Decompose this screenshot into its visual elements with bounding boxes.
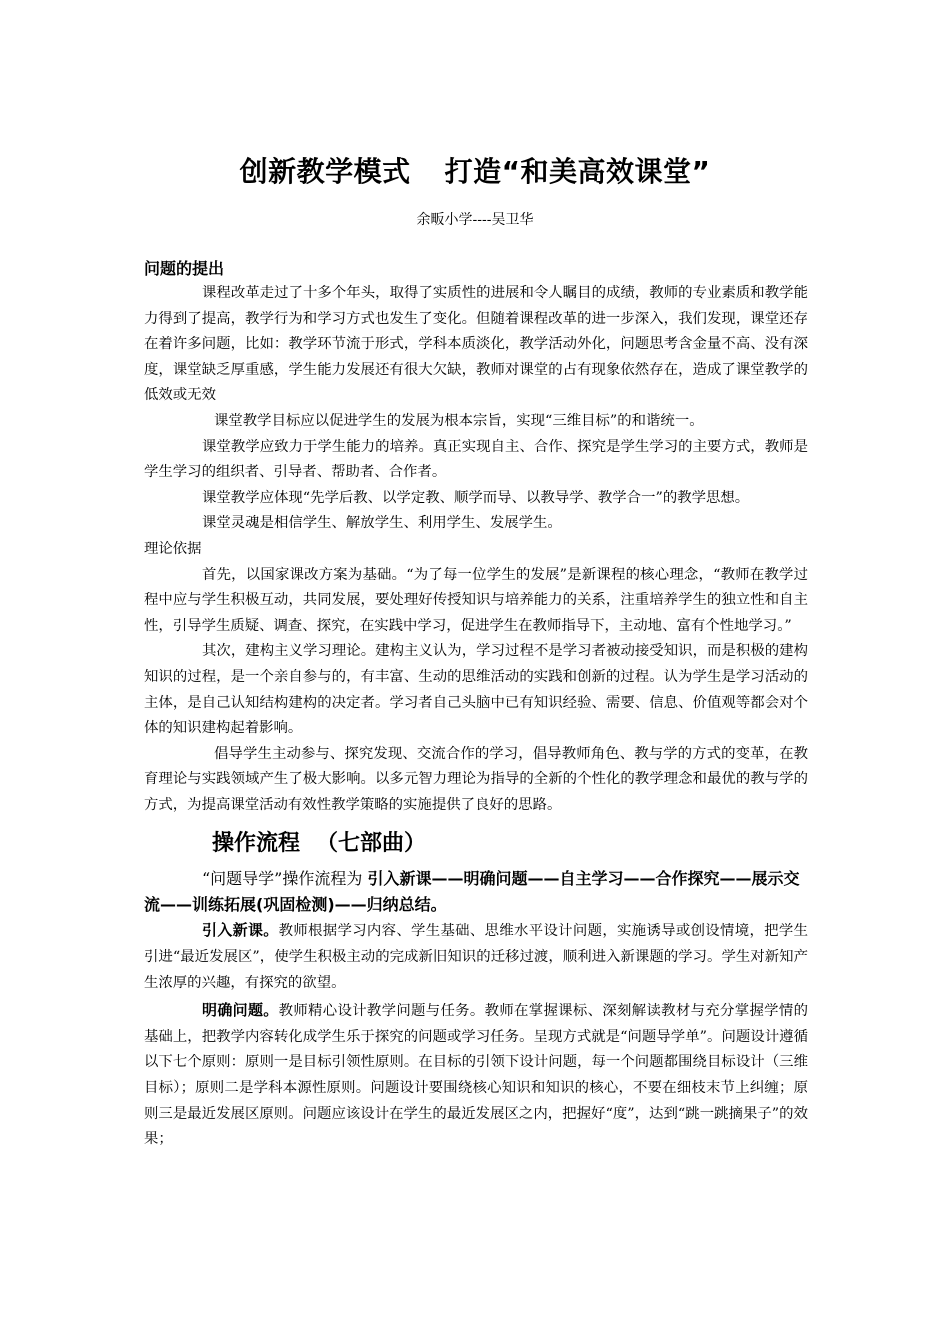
paragraph: 课堂教学应致力于学生能力的培养。真正实现自主、合作、探究是学生学习的主要方式，教师是学生学习的组织者、引导者、帮助者、合作者。: [144, 438, 808, 481]
title-part-2: 打造“和美高效课堂”: [444, 155, 711, 188]
step-paragraph: [144, 918, 808, 996]
paragraph: 课堂灵魂是相信学生、解放学生、利用学生、发展学生。: [202, 515, 562, 532]
flow-steps: 引入新课——明确问题——自主学习——合作探究——展示交流——训练拓展(巩固检测)——归纳总结。: [144, 869, 800, 915]
step-text: 教师根据学习内容、学生基础、思维水平设计问题，实施诱导或创设情境，把学生引进“最近发展区”，使学生积极主动的完成新旧知识的迁移过渡，顺利进入新课题的学习。学生对新知产生浓厚的兴趣，有探究的欲望。: [144, 923, 808, 991]
process-heading-paren: （七部曲）: [316, 831, 427, 857]
section-heading-process: [144, 822, 808, 866]
document-body: [144, 256, 808, 1153]
paragraph: 其次，建构主义学习理论。建构主义认为，学习过程不是学习者被动接受知识，而是积极的建构知识的过程，是一个亲自参与的，有丰富、生动的思维活动的实践和创新的过程。认为学生是学习活动的主体，是自己认知结构建构的决定者。学习者自己头脑中已有知识经验、需要、信息、价值观等都会对个体的知识建构起着影响。: [144, 643, 808, 737]
process-flow: [144, 866, 808, 918]
process-heading-text: 操作流程: [212, 831, 301, 857]
flow-prefix: “问题导学”操作流程为: [202, 869, 363, 889]
step-label: 明确问题。: [202, 1001, 279, 1020]
section-heading-theory: 理论依据: [144, 540, 202, 557]
paragraph: 倡导学生主动参与、探究发现、交流合作的学习，倡导教师角色、教与学的方式的变革，在教育理论与实践领域产生了极大影响。以多元智力理论为指导的全新的个性化的教学理念和最优的教与学的方式，为提高课堂活动有效性教学策略的实施提供了良好的思路。: [144, 745, 808, 813]
paragraph: 课堂教学目标应以促进学生的发展为根本宗旨，实现“三维目标”的和谐统一。: [214, 412, 704, 429]
paragraph: 首先，以国家课改方案为基础。“为了每一位学生的发展”是新课程的核心理念，“教师在教学过程中应与学生积极互动，共同发展，要处理好传授知识与培养能力的关系，注重培养学生的独立性和自主性，引导学生质疑、调查、探究，在实践中学习，促进学生在教师指导下，主动地、富有个性地学习。”: [144, 566, 808, 634]
author-line: 余畈小学----吴卫华: [416, 212, 534, 228]
title-part-1: 创新教学模式: [239, 155, 411, 188]
document-title: [0, 150, 950, 190]
paragraph: 课堂教学应体现“先学后教、以学定教、顺学而导、以教导学、教学合一”的教学思想。: [202, 489, 750, 506]
step-paragraph: [144, 998, 808, 1153]
paragraph: 课程改革走过了十多个年头，取得了实质性的进展和令人瞩目的成绩，教师的专业素质和教学能力得到了提高，教学行为和学习方式也发生了变化。但随着课程改革的进一步深入，我们发现，课堂还存在着许多问题，比如：教学环节流于形式，学科本质淡化，教学活动外化，问题思考含金量不高、没有深度，课堂缺乏厚重感，学生能力发展还有很大欠缺，教师对课堂的占有现象依然存在，造成了课堂教学的低效或无效: [144, 285, 808, 404]
step-text: 教师精心设计教学问题与任务。教师在掌握课标、深刻解读教材与充分掌握学情的基础上，把教学内容转化成学生乐于探究的问题或学习任务。呈现方式就是“问题导学单”。问题设计遵循以下七个原则：原则一是目标引领性原则。在目标的引领下设计问题，每一个问题都围绕目标设计（三维目标）；原则二是学科本源性原则。问题设计要围绕核心知识和知识的核心，不要在细枝末节上纠缠；原则三是最近发展区原则。问题应该设计在学生的最近发展区之内，把握好“度”，达到“跳一跳摘果子”的效果；: [144, 1003, 808, 1148]
section-heading-problem: 问题的提出: [144, 259, 225, 278]
step-label: 引入新课。: [202, 921, 279, 940]
